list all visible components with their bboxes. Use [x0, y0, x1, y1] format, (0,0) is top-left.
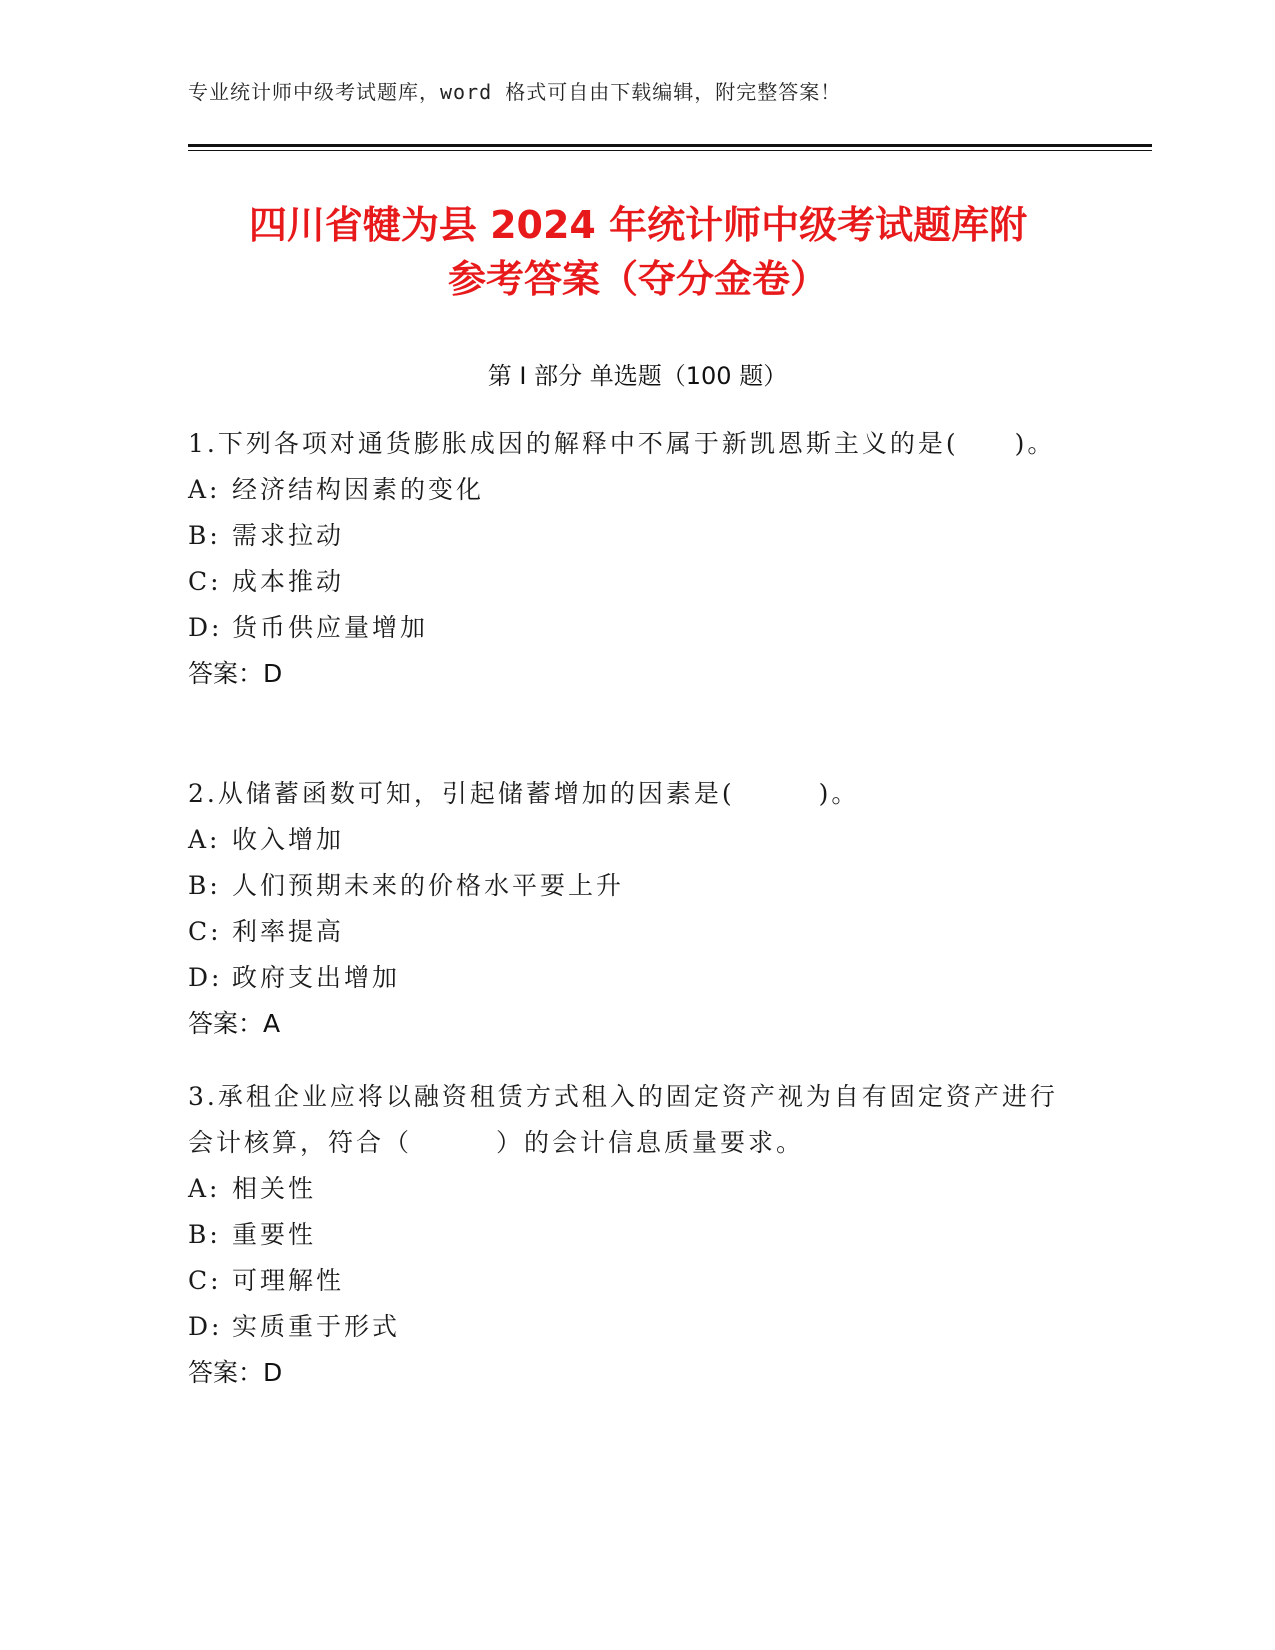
option-c: [188, 909, 1058, 955]
section-heading: 第 I 部分 单选题（100 题）: [487, 362, 788, 390]
option-prefix: D:: [188, 613, 223, 642]
option-prefix: B:: [188, 871, 221, 900]
option-b: [188, 863, 1058, 909]
option-prefix: B:: [188, 1220, 221, 1249]
option-text: 重要性: [232, 1220, 317, 1249]
header-rule-thick: [188, 144, 1152, 147]
header-rule-thin: [188, 150, 1152, 151]
option-b: [188, 1212, 1058, 1258]
option-text: 可理解性: [232, 1266, 345, 1295]
option-prefix: A:: [188, 1174, 221, 1203]
option-c: [188, 1258, 1058, 1304]
option-a: [188, 817, 1058, 863]
option-d: [188, 1304, 1058, 1350]
option-text: 成本推动: [232, 567, 345, 596]
option-prefix: D:: [188, 1312, 223, 1341]
option-b: [188, 513, 1058, 559]
option-prefix: D:: [188, 963, 223, 992]
option-text: 经济结构因素的变化: [232, 475, 485, 504]
document-title-line-1: 四川省犍为县 2024 年统计师中级考试题库附: [248, 203, 1028, 247]
option-text: 收入增加: [232, 825, 345, 854]
question-stem: 2.从储蓄函数可知，引起储蓄增加的因素是( )。: [188, 779, 860, 808]
answer-label: 答案：A: [188, 1009, 281, 1038]
option-text: 利率提高: [232, 917, 345, 946]
document-title: [188, 198, 1088, 306]
option-text: 需求拉动: [232, 521, 345, 550]
answer-label: 答案：D: [188, 659, 283, 688]
option-prefix: C:: [188, 1266, 222, 1295]
option-c: [188, 559, 1058, 605]
option-d: [188, 605, 1058, 651]
option-text: 货币供应量增加: [232, 613, 429, 642]
question-3: [188, 1074, 1058, 1396]
header-note: 专业统计师中级考试题库，word 格式可自由下载编辑，附完整答案！: [188, 80, 842, 104]
option-prefix: B:: [188, 521, 221, 550]
question-1: [188, 421, 1058, 697]
document-title-line-2: 参考答案（夺分金卷）: [447, 257, 828, 301]
option-prefix: C:: [188, 917, 222, 946]
option-prefix: A:: [188, 825, 221, 854]
option-a: [188, 1166, 1058, 1212]
option-d: [188, 955, 1058, 1001]
option-prefix: C:: [188, 567, 222, 596]
option-text: 相关性: [232, 1174, 317, 1203]
option-prefix: A:: [188, 475, 221, 504]
option-text: 实质重于形式: [232, 1312, 401, 1341]
answer-label: 答案：D: [188, 1358, 283, 1387]
option-a: [188, 467, 1058, 513]
option-text: 政府支出增加: [232, 963, 401, 992]
question-2: [188, 771, 1058, 1047]
question-stem: 3.承租企业应将以融资租赁方式租入的固定资产视为自有固定资产进行会计核算，符合（ ）的会计信息质量要求。: [188, 1082, 1058, 1157]
question-stem: 1.下列各项对通货膨胀成因的解释中不属于新凯恩斯主义的是( )。: [188, 429, 1056, 458]
option-text: 人们预期未来的价格水平要上升: [232, 871, 625, 900]
